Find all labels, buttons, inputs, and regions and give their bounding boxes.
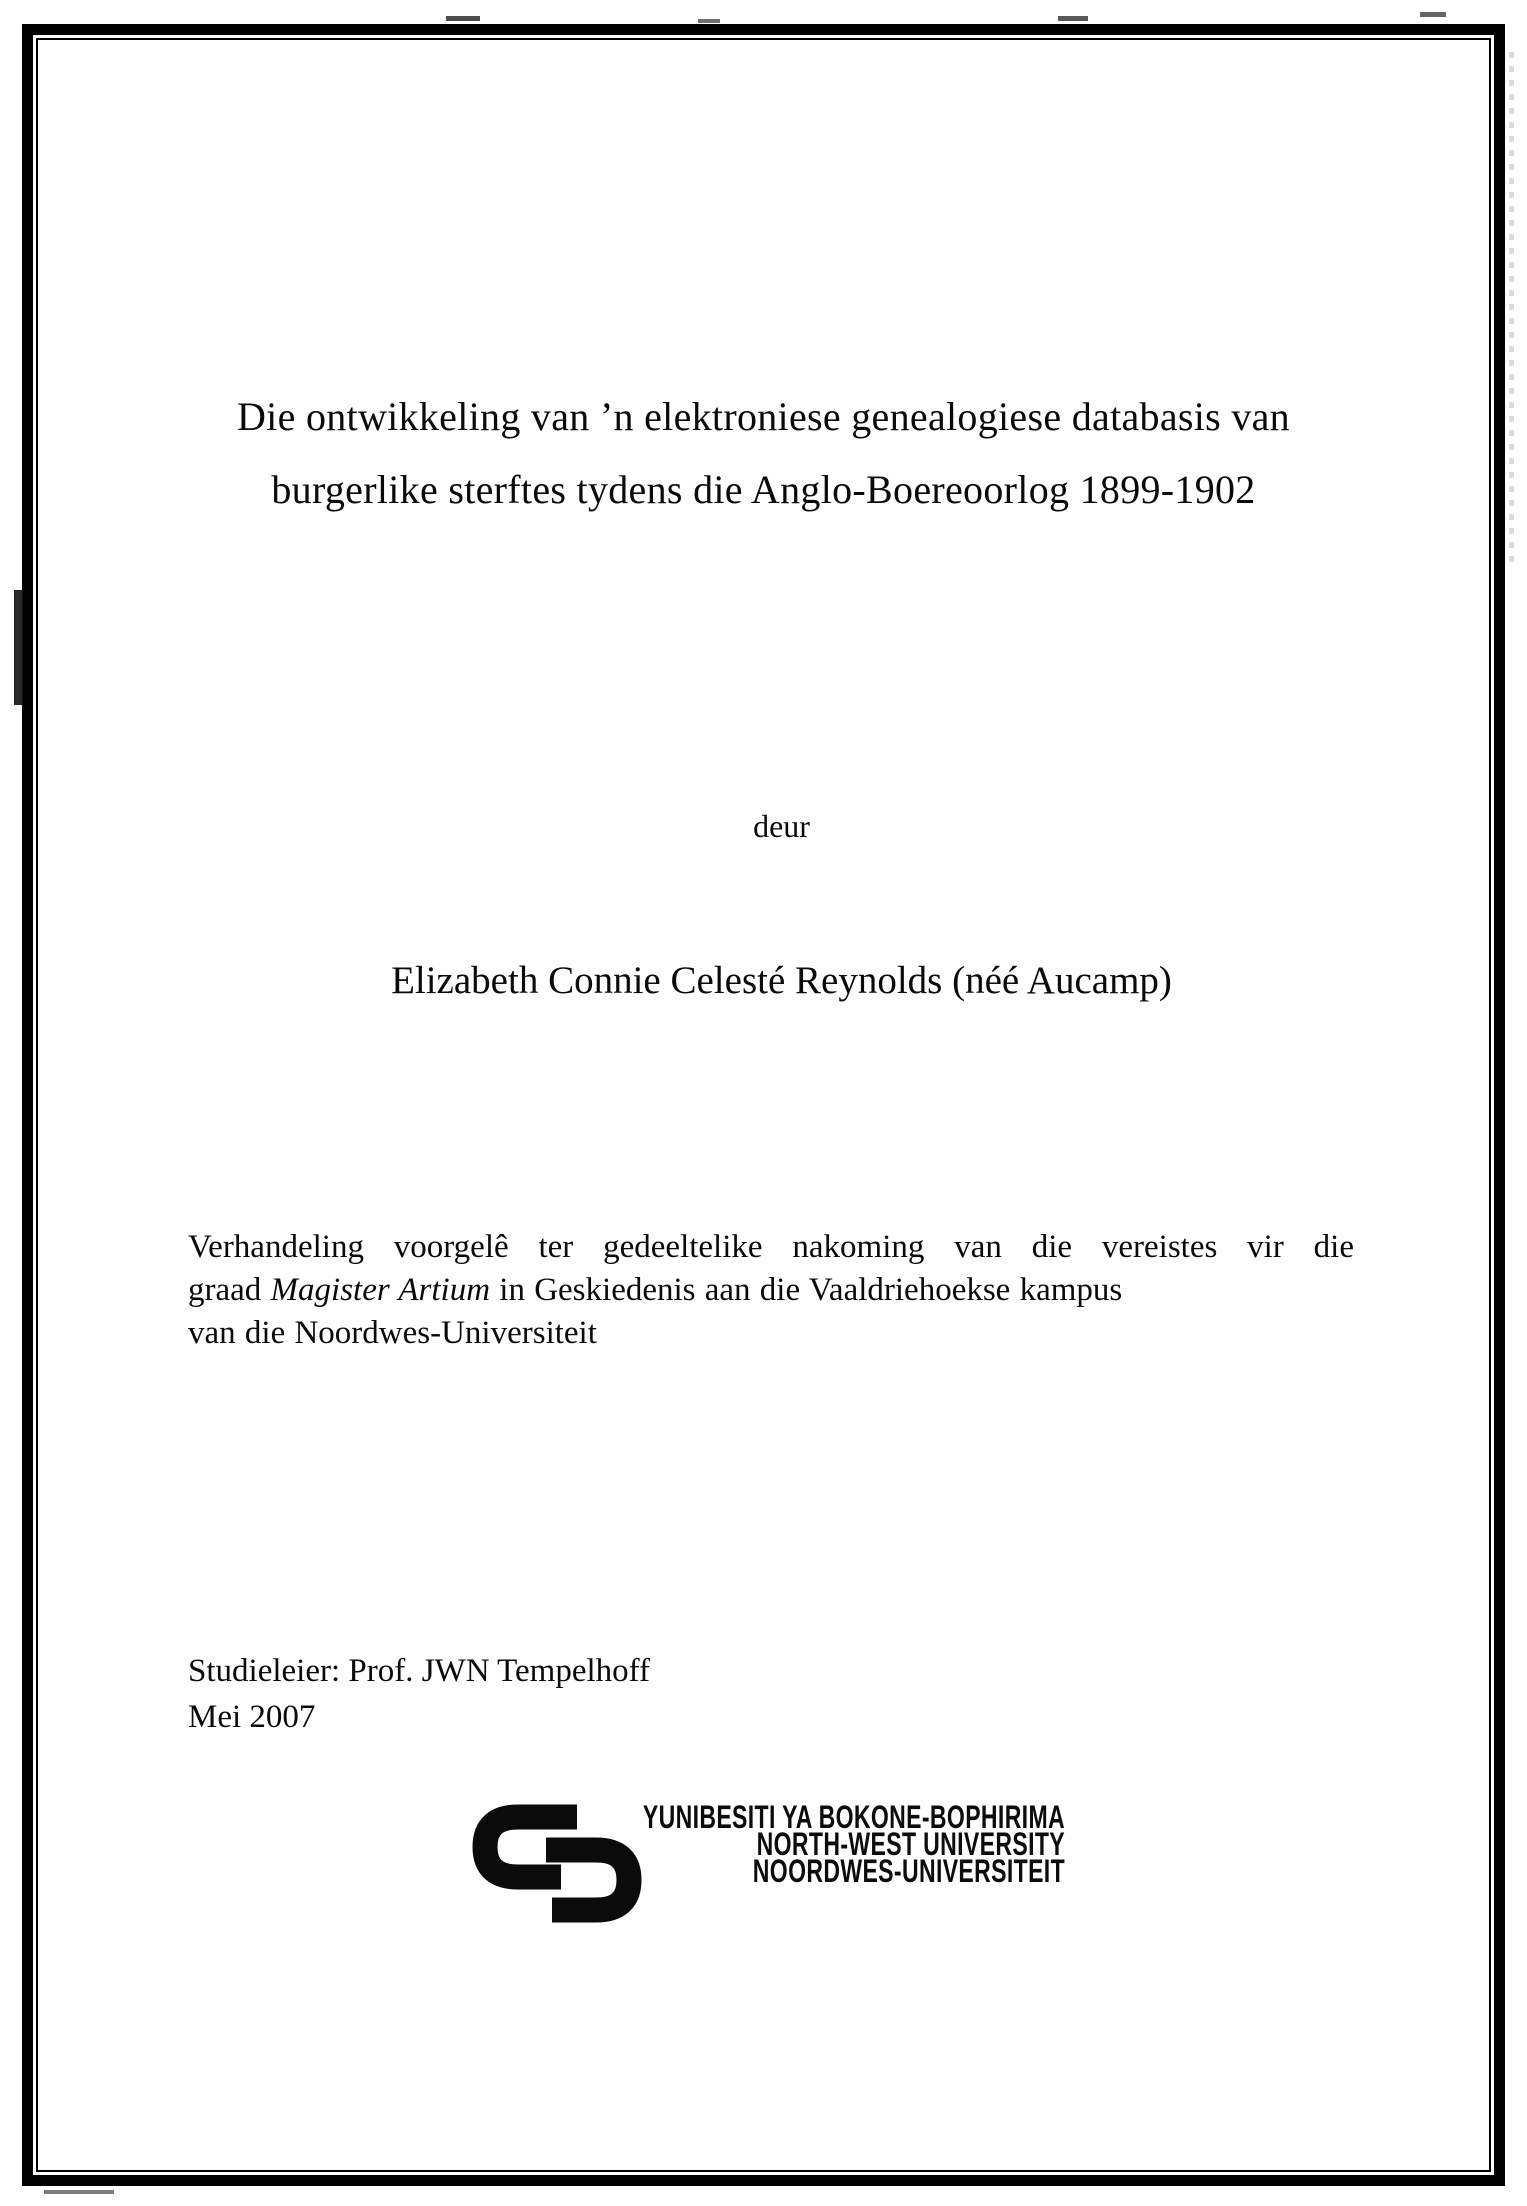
scan-artifact	[14, 590, 23, 705]
byline: deur	[753, 808, 810, 844]
scan-artifact	[1509, 52, 1514, 562]
supervisor-block	[188, 1648, 650, 1740]
thesis-title	[0, 380, 1527, 526]
university-logo	[468, 1800, 1068, 1932]
submission-line1: Verhandeling voorgelê ter gedeeltelike nakoming van die vereistes vir die	[188, 1229, 1354, 1265]
submission-statement	[188, 1226, 1354, 1355]
logo-line-english: NORTH-WEST UNIVERSITY	[756, 1826, 1065, 1862]
logo-line-setswana: YUNIBESITI YA BOKONE-BOPHIRIMA	[642, 1799, 1065, 1835]
thesis-title-line2: burgerlike sterftes tydens die Anglo-Boereoorlog 1899-1902	[271, 467, 1256, 512]
submission-line2	[188, 1269, 1354, 1312]
scan-artifact	[698, 19, 720, 23]
scan-artifact	[1420, 12, 1446, 17]
date-line: Mei 2007	[188, 1699, 316, 1735]
submission-line2-suffix: in Geskiedenis aan die Vaaldriehoekse kampus	[490, 1272, 1123, 1308]
author-name: Elizabeth Connie Celesté Reynolds (néé Aucamp)	[391, 959, 1172, 1002]
degree-name: Magister Artium	[270, 1272, 491, 1308]
thesis-title-line1: Die ontwikkeling van ’n elektroniese genealogiese databasis van	[236, 394, 1290, 439]
logo-line-afrikaans: NOORDWES-UNIVERSITEIT	[752, 1853, 1065, 1889]
scan-artifact	[44, 2190, 114, 2194]
scan-artifact	[446, 16, 480, 21]
university-logo-text	[619, 1799, 1065, 1889]
submission-line2-prefix: graad	[188, 1272, 271, 1308]
scan-artifact	[1058, 16, 1088, 21]
supervisor-line: Studieleier: Prof. JWN Tempelhoff	[188, 1653, 651, 1689]
submission-line3: van die Noordwes-Universiteit	[188, 1315, 597, 1351]
